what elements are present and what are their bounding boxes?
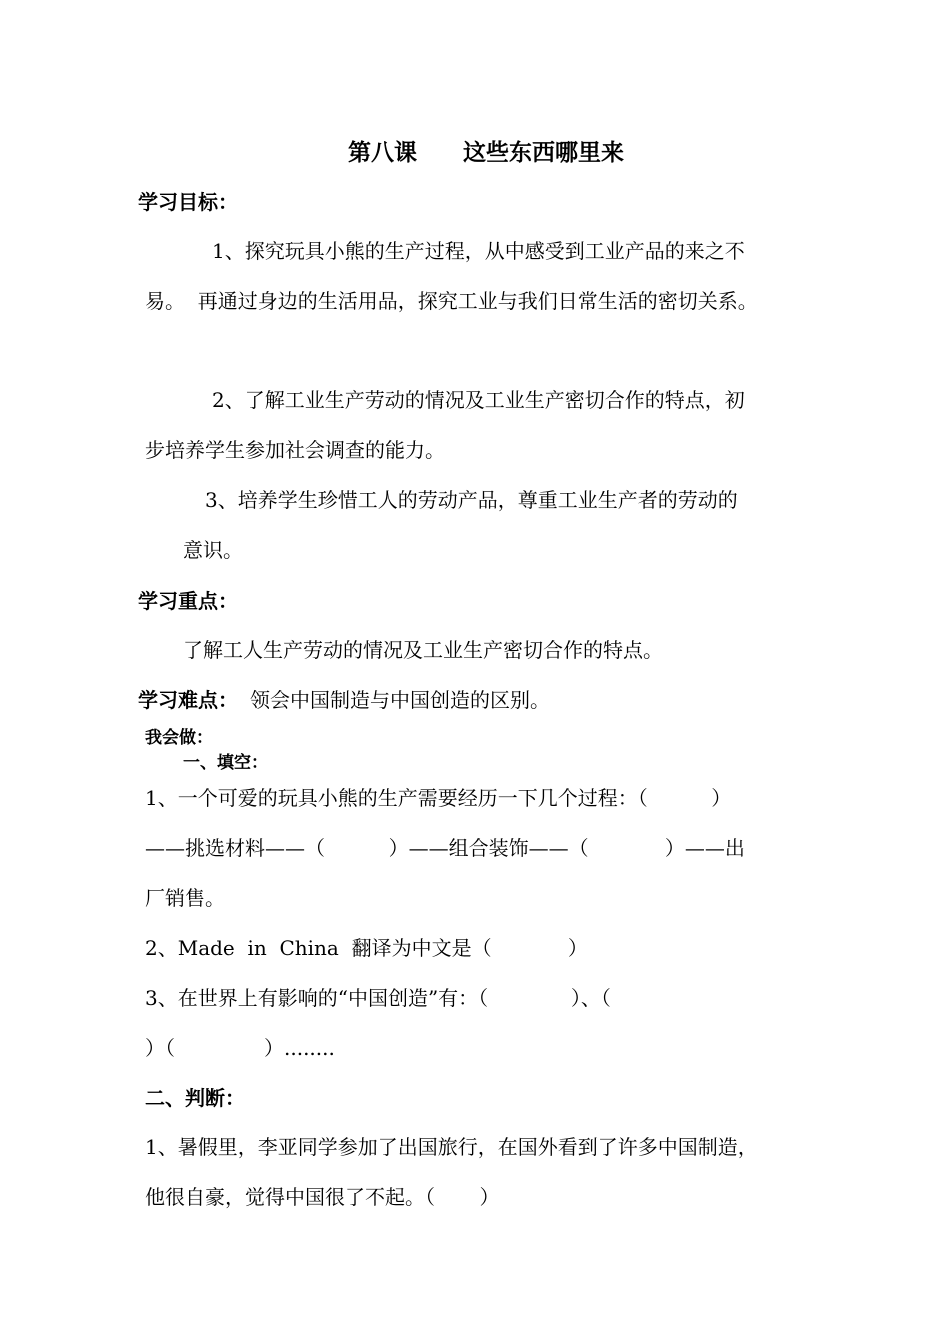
key-points-heading: 学习重点：: [138, 589, 238, 613]
difficulty-text: 领会中国制造与中国创造的区别。: [250, 688, 550, 712]
objective-1-line-1: 1、探究玩具小熊的生产过程，从中感受到工业产品的来之不: [212, 239, 745, 263]
objectives-heading: 学习目标：: [138, 190, 238, 214]
objective-3-line-1: 3、培养学生珍惜工人的劳动产品，尊重工业生产者的劳动的: [205, 488, 738, 512]
question-3-line-2: ）（ ）........: [145, 1036, 335, 1060]
question-3-line-1: 3、在世界上有影响的“中国创造”有：（ ）、（: [145, 986, 611, 1010]
objective-2-line-2: 步培养学生参加社会调查的能力。: [145, 438, 445, 462]
lesson-title: 这些东西哪里来: [463, 140, 624, 166]
question-1-line-2: ——挑选材料——（ ）——组合装饰——（ ）——出: [145, 836, 745, 860]
question-2: 2、Made in China 翻译为中文是（ ）: [145, 936, 588, 960]
objective-3-line-2: 意识。: [183, 538, 243, 562]
lesson-number: 第八课: [348, 140, 417, 166]
fill-blank-heading: 一、填空：: [183, 753, 268, 773]
difficulty-heading: 学习难点：: [138, 688, 238, 712]
judgement-1-line-1: 1、暑假里，李亚同学参加了出国旅行，在国外看到了许多中国制造，: [145, 1135, 758, 1159]
practice-heading: 我会做：: [145, 728, 213, 748]
objective-2-line-1: 2、了解工业生产劳动的情况及工业生产密切合作的特点，初: [212, 388, 745, 412]
question-1-line-3: 厂销售。: [145, 886, 225, 910]
objective-1-line-2: 易。 再通过身边的生活用品，探究工业与我们日常生活的密切关系。: [145, 289, 758, 313]
judgement-heading: 二、判断：: [145, 1086, 245, 1110]
judgement-1-line-2: 他很自豪，觉得中国很了不起。（ ）: [145, 1185, 500, 1209]
question-1-line-1: 1、一个可爱的玩具小熊的生产需要经历一下几个过程：（ ）: [145, 786, 732, 810]
key-points-text: 了解工人生产劳动的情况及工业生产密切合作的特点。: [183, 638, 663, 662]
